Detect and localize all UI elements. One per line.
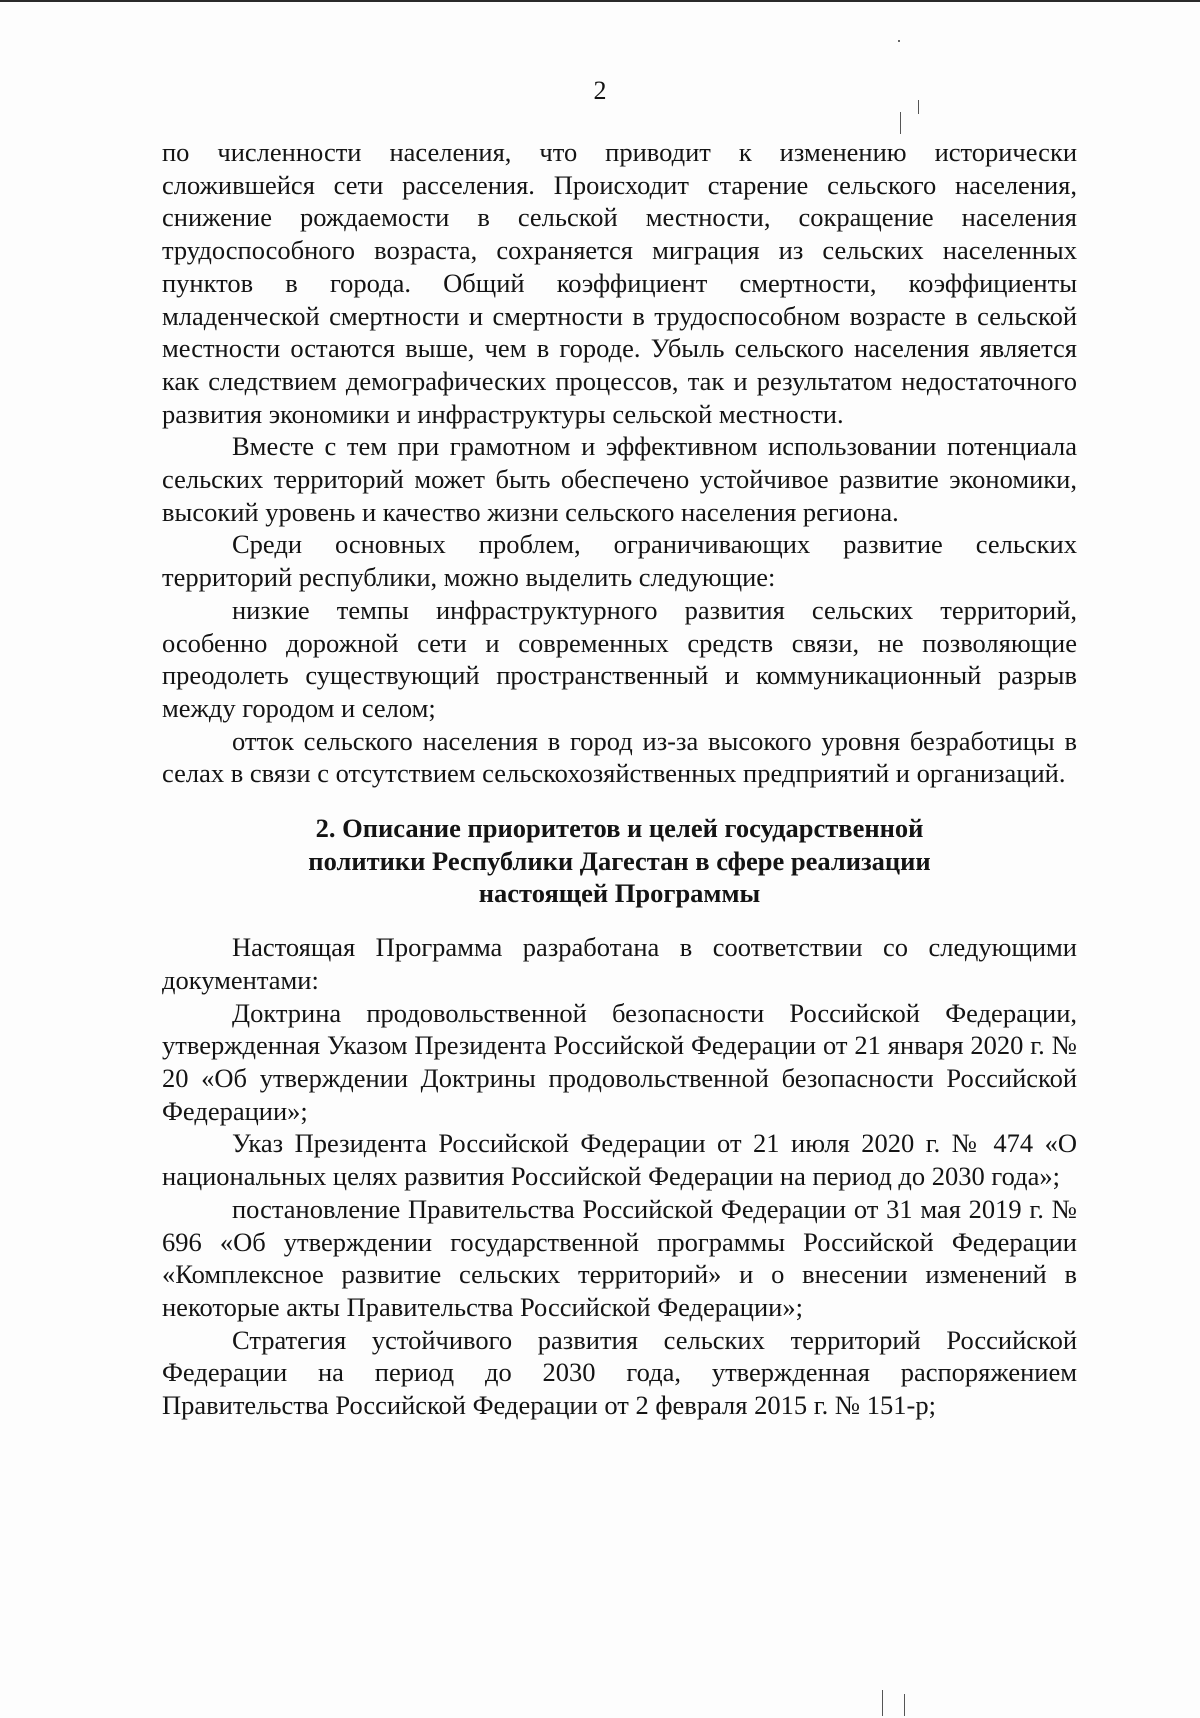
document-body [162,136,1077,1422]
scan-artifact [898,40,900,42]
scan-artifact [882,1690,883,1716]
document-reference: постановление Правительства Российской Федерации от 31 мая 2019 г. № 696 «Об утверждении государственной программы Российской Федерации «Комплексное развитие сельских территорий» и о внесении изменений в некоторые акты Правительства Российской Федерации»; [162,1193,1077,1322]
document-reference: Указ Президента Российской Федерации от 21 июля 2020 г. № 474 «О национальных целях развития Российской Федерации на период до 2030 года»; [162,1128,1077,1192]
page-number: 2 [593,76,607,105]
scan-edge [0,0,1200,2]
section-heading: 2. Описание приоритетов и целей государственной политики Республики Дагестан в сфере реализации настоящей Программы [308,813,931,909]
paragraph: Настоящая Программа разработана в соответствии со следующими документами: [162,932,1077,995]
scan-artifact [900,112,901,134]
document-reference: Стратегия устойчивого развития сельских территорий Российской Федерации на период до 2030 года, утвержденная распоряжением Правительства Российской Федерации от 2 февраля 2015 г. № 151-р; [162,1324,1077,1421]
scan-artifact [904,1694,905,1716]
document-reference: Доктрина продовольственной безопасности Российской Федерации, утвержденная Указом Президента Российской Федерации от 21 января 2020 г. № 20 «Об утверждении Доктрины продовольственной безопасности Российской Федерации»; [162,997,1077,1126]
list-item-paragraph: низкие темпы инфраструктурного развития сельских территорий, особенно дорожной сети и современных средств связи, не позволяющие преодолеть существующий пространственный и коммуникационный разрыв между городом и селом; [162,594,1077,723]
paragraph: Среди основных проблем, ограничивающих развитие сельских территорий республики, можно выделить следующие: [162,529,1077,593]
paragraph: Вместе с тем при грамотном и эффективном использовании потенциала сельских территорий может быть обеспечено устойчивое развитие экономики, высокий уровень и качество жизни сельского населения региона. [162,431,1077,527]
list-item-paragraph: отток сельского населения в город из-за высокого уровня безработицы в селах в связи с отсутствием сельскохозяйственных предприятий и организаций. [162,725,1077,789]
paragraph: по численности населения, что приводит к изменению исторически сложившейся сети расселения. Происходит старение сельского населения, снижение рождаемости в сельской местности, сокращение населения трудоспособного возраста, сохраняется миграция из сельских населенных пунктов в города. Общий коэффициент смертности, коэффициенты младенческой смертности и смертности в трудоспособном возрасте в сельской местности остаются выше, чем в городе. Убыль сельского населения является как следствием демографических процессов, так и результатом недостаточного развития экономики и инфраструктуры сельской местности. [162,137,1077,429]
